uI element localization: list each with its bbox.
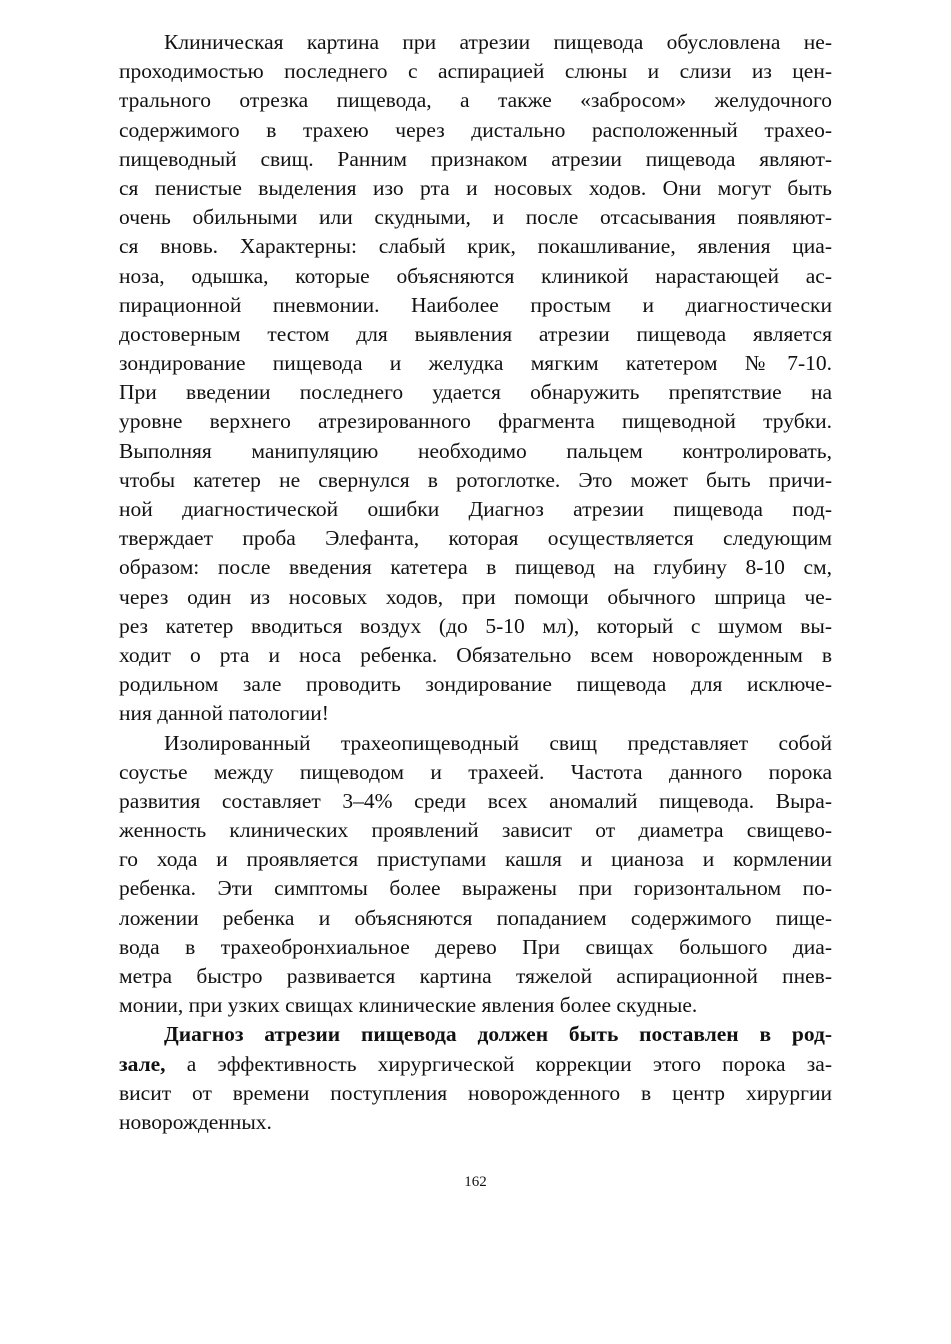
paragraph-1-line-11: достоверным тестом для выявления атрезии пищевода является bbox=[119, 321, 832, 346]
paragraph-2-line-7: ложении ребенка и объясняются попаданием содержимого пище- bbox=[119, 905, 832, 930]
paragraph-2-line-1: Изолированный трахеопищеводный свищ представляет собой bbox=[164, 730, 832, 755]
body-text bbox=[119, 28, 832, 1137]
paragraph-2-line-2: соустье между пищеводом и трахеей. Частота данного порока bbox=[119, 759, 832, 784]
paragraph-1-line-17: ной диагностической ошибки Диагноз атрезии пищевода под- bbox=[119, 497, 832, 521]
paragraph-1-line-6: ся пенистые выделения изо рта и носовых ходов. Они могут быть bbox=[119, 175, 832, 200]
paragraph-1-line-9: ноза, одышка, которые объясняются клиникой нарастающей ас- bbox=[119, 263, 832, 288]
paragraph-2-line-3: развития составляет 3–4% среди всех аномалий пищевода. Выра- bbox=[119, 788, 832, 813]
paragraph-1-line-8: ся вновь. Характерны: слабый крик, покашливание, явления циа- bbox=[119, 234, 832, 259]
paragraph-1-line-10: пирационной пневмонии. Наиболее простым и диагностически bbox=[119, 292, 832, 317]
paragraph-1-line-15: Выполняя манипуляцию необходимо пальцем контролировать, bbox=[119, 438, 832, 463]
paragraph-1-line-16: чтобы катетер не свернулся в ротоглотке. Это может быть причи- bbox=[119, 467, 832, 492]
paragraph-2-line-5: го хода и проявляется приступами кашля и цианоза и кормлении bbox=[119, 847, 832, 872]
paragraph-1-line-1: Клиническая картина при атрезии пищевода обусловлена не- bbox=[164, 30, 832, 54]
paragraph-1-line-2: проходимостью последнего с аспирацией слюны и слизи из цен- bbox=[119, 59, 832, 84]
paragraph-3-line-4: новорожденных. bbox=[119, 1109, 272, 1134]
paragraph-1-line-12: зондирование пищевода и желудка мягким катетером №7-10. bbox=[119, 351, 832, 376]
paragraph-3-line-1 bbox=[119, 1020, 832, 1049]
paragraph-3-line-2 bbox=[119, 1050, 832, 1079]
bold-emphasis: Диагноз атрезии пищевода должен быть поставлен в род- bbox=[164, 1022, 832, 1047]
paragraph-1-line-19: образом: после введения катетера в пищевод на глубину 8-10 см, bbox=[119, 555, 832, 580]
paragraph-1-line-5: пищеводный свищ. Ранним признаком атрезии пищевода являют- bbox=[119, 146, 832, 171]
page-number: 162 bbox=[464, 1174, 487, 1190]
paragraph-1-line-22: ходит о рта и носа ребенка. Обязательно всем новорожденным в bbox=[119, 642, 832, 667]
paragraph-2-line-9: метра быстро развивается картина тяжелой аспирационной пнев- bbox=[119, 964, 832, 988]
paragraph-3-line-2-text: а эффективность хирургической коррекции этого порока за- bbox=[165, 1051, 832, 1076]
paragraph-1-line-23: родильном зале проводить зондирование пищевода для исключе- bbox=[119, 672, 832, 697]
paragraph-1-line-24: ния данной патологии! bbox=[119, 701, 329, 726]
paragraph-2-line-4: женность клинических проявлений зависит от диаметра свищево- bbox=[119, 818, 832, 843]
paragraph-2-line-10: монии, при узких свищах клинические явления более скудные. bbox=[119, 993, 698, 1018]
paragraph-1-line-20: через один из носовых ходов, при помощи обычного шприца че- bbox=[119, 584, 832, 609]
paragraph-1-line-14: уровне верхнего атрезированного фрагмента пищеводной трубки. bbox=[119, 409, 832, 434]
paragraph-1-line-18: тверждает проба Элефанта, которая осуществляется следующим bbox=[119, 526, 832, 551]
paragraph-1-line-21: рез катетер вводиться воздух (до 5-10 мл), который с шумом вы- bbox=[119, 613, 832, 638]
paragraph-2-line-8: вода в трахеобронхиальное дерево При свищах большого диа- bbox=[119, 934, 832, 959]
paragraph-3-line-3: висит от времени поступления новорожденного в центр хирургии bbox=[119, 1080, 832, 1105]
paragraph-1-line-7: очень обильными или скудными, и после отсасывания появляют- bbox=[119, 205, 832, 230]
paragraph-1-line-13: При введении последнего удается обнаружить препятствие на bbox=[119, 380, 832, 405]
paragraph-2-line-6: ребенка. Эти симптомы более выражены при горизонтальном по- bbox=[119, 876, 832, 901]
bold-emphasis-continued: зале, bbox=[119, 1051, 166, 1076]
paragraph-1-line-4: содержимого в трахею через дистально расположенный трахео- bbox=[119, 117, 832, 142]
paragraph-1-line-3: трального отрезка пищевода, а также «забросом» желудочного bbox=[119, 88, 832, 113]
